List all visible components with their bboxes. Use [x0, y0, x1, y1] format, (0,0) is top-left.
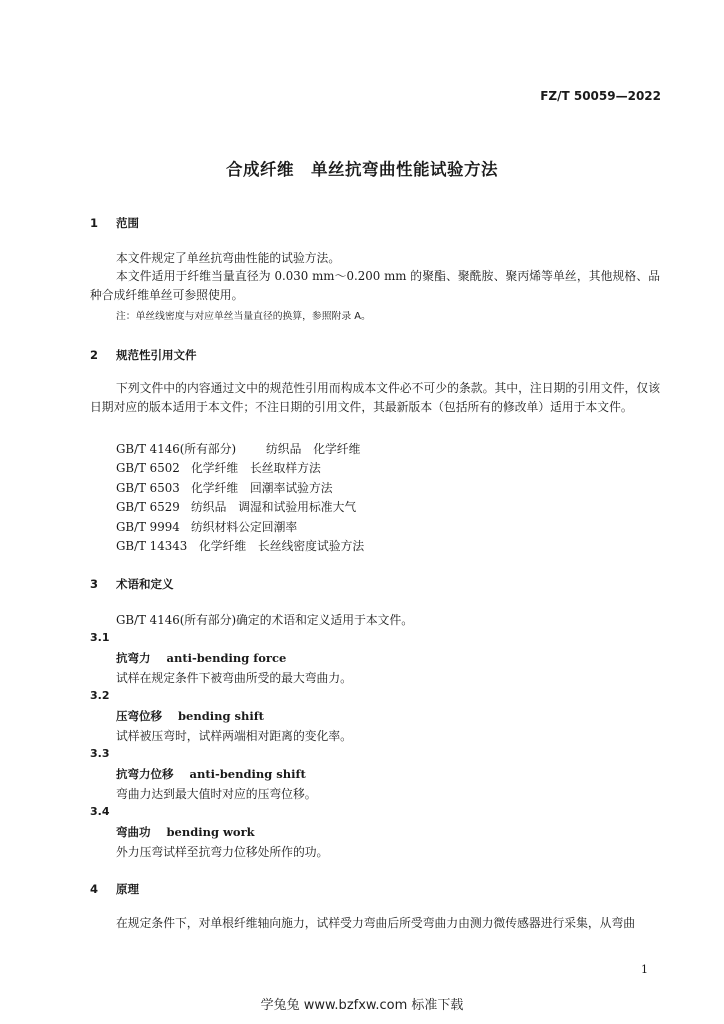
reference-code: GB/T 14343: [116, 539, 188, 553]
reference-code: GB/T 6502: [116, 461, 180, 475]
term-en: anti-bending force: [166, 651, 287, 665]
term-number: 3.2: [90, 689, 110, 702]
term-cn: 抗弯力位移: [116, 767, 174, 781]
s1-paragraph-2: 本文件适用于纤维当量直径为 0.030 mm～0.200 mm 的聚酯、聚酰胺、聚丙烯等单丝，其他规格、品种合成纤维单丝可参照使用。: [90, 269, 660, 302]
section-number: 2: [90, 348, 99, 362]
page-number: 1: [641, 963, 648, 976]
section-title: 规范性引用文件: [116, 348, 197, 362]
reference-code: GB/T 6529: [116, 500, 180, 514]
term-definition: 试样在规定条件下被弯曲所受的最大弯曲力。: [116, 671, 352, 685]
term-heading: [116, 650, 286, 666]
s1-paragraph-1: 本文件规定了单丝抗弯曲性能的试验方法。: [116, 251, 341, 265]
term-en: bending work: [166, 825, 255, 839]
term-number: 3.1: [90, 631, 110, 644]
s3-paragraph-1: GB/T 4146(所有部分)确定的术语和定义适用于本文件。: [116, 613, 414, 627]
reference-title: 化学纤维 回潮率试验方法: [191, 481, 333, 495]
download-footer: 学兔兔 www.bzfxw.com 标准下载: [260, 998, 464, 1013]
term-heading: [116, 766, 306, 782]
section-number: 1: [90, 216, 99, 230]
reference-item: [116, 479, 333, 496]
reference-title: 化学纤维 长丝取样方法: [191, 461, 321, 475]
section-title: 原理: [116, 882, 139, 896]
term-heading: [116, 824, 255, 840]
reference-item: [116, 518, 297, 535]
term-number: 3.4: [90, 805, 110, 818]
term-definition: 弯曲力达到最大值时对应的压弯位移。: [116, 787, 317, 801]
section-3-heading: [90, 576, 174, 592]
reference-title: 纺织材料公定回潮率: [191, 520, 298, 534]
section-number: 4: [90, 882, 99, 896]
reference-code: GB/T 4146(所有部分): [116, 442, 237, 456]
reference-item: [116, 498, 356, 515]
term-cn: 弯曲功: [116, 825, 151, 839]
reference-title: 纺织品 调湿和试验用标准大气: [191, 500, 357, 514]
term-en: anti-bending shift: [189, 767, 306, 781]
section-number: 3: [90, 577, 99, 591]
s1-note: 注：单丝线密度与对应单丝当量直径的换算，参照附录 A。: [116, 311, 371, 322]
standard-number: FZ/T 50059—2022: [540, 89, 661, 103]
term-en: bending shift: [178, 709, 264, 723]
term-definition: 试样被压弯时，试样两端相对距离的变化率。: [116, 729, 352, 743]
term-heading: [116, 708, 264, 724]
section-title: 范围: [116, 216, 139, 230]
s2-paragraph-1: 下列文件中的内容通过文中的规范性引用而构成本文件必不可少的条款。其中，注日期的引用文件，仅该日期对应的版本适用于本文件；不注日期的引用文件，其最新版本（包括所有的修改单）适用于本文件。: [90, 381, 660, 414]
section-title: 术语和定义: [116, 577, 174, 591]
term-number: 3.3: [90, 747, 110, 760]
section-2-heading: [90, 347, 197, 363]
section-4-heading: [90, 881, 139, 897]
term-cn: 压弯位移: [116, 709, 162, 723]
term-definition: 外力压弯试样至抗弯力位移处所作的功。: [116, 845, 329, 859]
reference-item: [116, 459, 321, 476]
reference-item: [116, 537, 364, 554]
reference-code: GB/T 9994: [116, 520, 180, 534]
document-title: 合成纤维 单丝抗弯曲性能试验方法: [226, 160, 498, 179]
reference-item: [116, 440, 360, 457]
reference-title: 纺织品 化学纤维: [266, 442, 361, 456]
reference-title: 化学纤维 长丝线密度试验方法: [199, 539, 365, 553]
section-1-heading: [90, 215, 139, 231]
reference-code: GB/T 6503: [116, 481, 180, 495]
term-cn: 抗弯力: [116, 651, 151, 665]
s4-paragraph-1: 在规定条件下，对单根纤维轴向施力，试样受力弯曲后所受弯曲力由测力微传感器进行采集，从弯曲: [116, 916, 636, 930]
